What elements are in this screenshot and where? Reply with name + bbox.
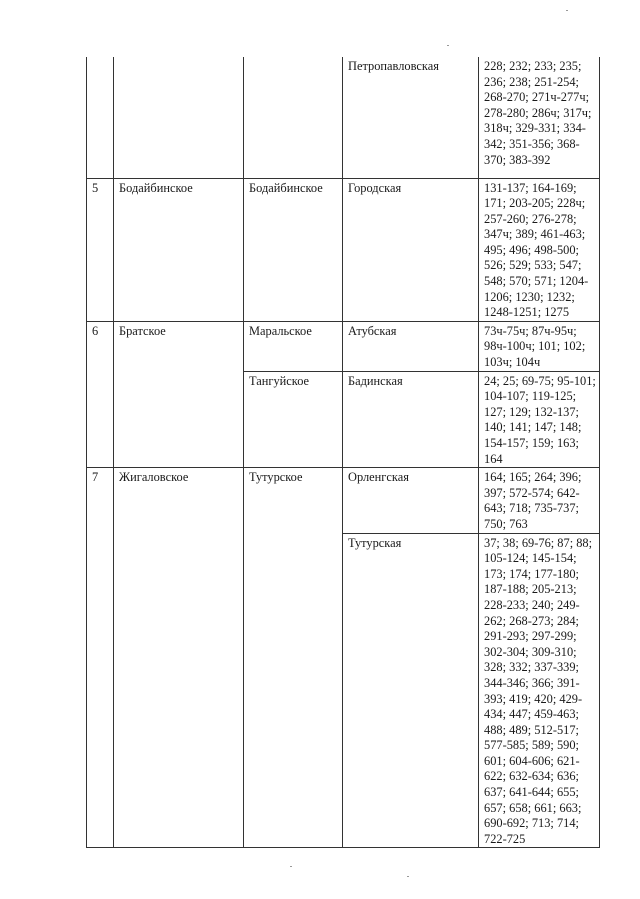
district-cell: Братское [114, 321, 244, 467]
scan-speck [566, 10, 568, 11]
table-row [87, 468, 600, 533]
precinct-cell: Бадинская [343, 371, 479, 468]
district-cell: Жигаловское [114, 468, 244, 848]
precinct-cell: Городская [343, 178, 479, 321]
scan-speck [290, 866, 292, 867]
municipality-cell: Маральское [244, 321, 343, 371]
scan-speck [407, 876, 409, 877]
district-cell: Бодайбинское [114, 178, 244, 321]
row-number-cell: 6 [87, 321, 114, 467]
table-row [87, 57, 600, 178]
precinct-cell: Петропавловская [343, 57, 479, 178]
row-number-cell [87, 57, 114, 178]
precinct-cell: Орленгская [343, 468, 479, 533]
table-row [87, 321, 600, 371]
scan-speck [447, 45, 449, 46]
district-cell [114, 57, 244, 178]
municipality-cell: Бодайбинское [244, 178, 343, 321]
precinct-cell: Атубская [343, 321, 479, 371]
sections-cell: 73ч-75ч; 87ч-95ч; 98ч-100ч; 101; 102; 103ч; 104ч [479, 321, 600, 371]
precinct-cell: Тутурская [343, 533, 479, 848]
municipality-cell: Тангуйское [244, 371, 343, 468]
sections-cell: 24; 25; 69-75; 95-101; 104-107; 119-125; 127; 129; 132-137; 140; 141; 147; 148; 154-157; 159; 163; 164 [479, 371, 600, 468]
sections-cell: 131-137; 164-169; 171; 203-205; 228ч; 257-260; 276-278; 347ч; 389; 461-463; 495; 496; 498-500; 526; 529; 533; 547; 548; 570; 571; 1204-1206; 1230; 1232; 1248-1251; 1275 [479, 178, 600, 321]
row-number-cell: 7 [87, 468, 114, 848]
sections-cell: 37; 38; 69-76; 87; 88; 105-124; 145-154; 173; 174; 177-180; 187-188; 205-213; 228-233; 240; 249-262; 268-273; 284; 291-293; 297-299; 302-304; 309-310; 328; 332; 337-339; 344-346; 366; 391-393; 419; 420; 429-434; 447; 459-463; 488; 489; 512-517; 577-585; 589; 590; 601; 604-606; 621-622; 632-634; 636; 637; 641-644; 655; 657; 658; 661; 663; 690-692; 713; 714; 722-725 [479, 533, 600, 848]
table-row [87, 178, 600, 321]
row-number-cell: 5 [87, 178, 114, 321]
municipality-cell [244, 57, 343, 178]
sections-cell: 228; 232; 233; 235; 236; 238; 251-254; 268-270; 271ч-277ч; 278-280; 286ч; 317ч; 318ч; 329-331; 334-342; 351-356; 368-370; 383-392 [479, 57, 600, 178]
sections-cell: 164; 165; 264; 396; 397; 572-574; 642-643; 718; 735-737; 750; 763 [479, 468, 600, 533]
precinct-table [86, 57, 600, 848]
municipality-cell: Тутурское [244, 468, 343, 848]
